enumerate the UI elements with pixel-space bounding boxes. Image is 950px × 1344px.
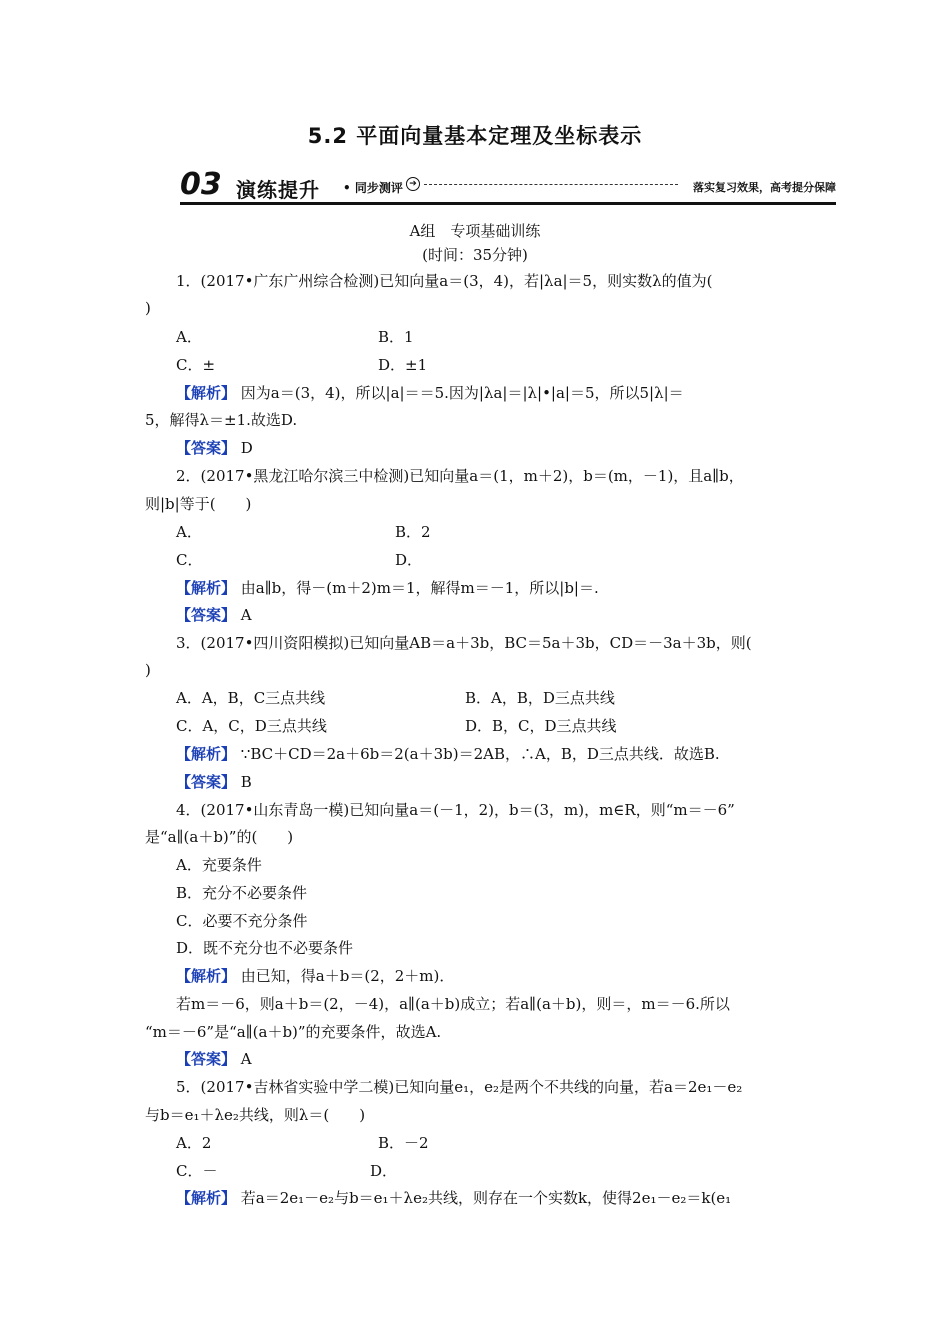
answer-tag: 【答案】: [176, 1050, 237, 1068]
question-1-option-b: B．1: [378, 328, 414, 346]
question-3-option-a: A．A，B，C三点共线: [176, 689, 326, 707]
section-heading: 演练提升: [236, 178, 320, 202]
question-1-stem: 1．(2017•广东广州综合检测)已知向量a＝(3，4)，若|λa|＝5，则实数λ的值为(: [176, 272, 713, 290]
question-1-analysis-cont: 5，解得λ＝±1.故选D.: [145, 411, 298, 429]
question-4-option-d: D．既不充分也不必要条件: [176, 939, 354, 957]
section-slogan: 落实复习效果，高考提分保障: [693, 181, 836, 194]
analysis-text: 因为a＝(3，4)，所以|a|＝＝5.因为|λa|＝|λ|•|a|＝5，所以5|λ|＝: [240, 384, 684, 402]
question-5-stem-cont: 与b＝e₁＋λe₂共线，则λ＝( ): [145, 1106, 366, 1124]
question-2-stem: 2．(2017•黑龙江哈尔滨三中检测)已知向量a＝(1，m＋2)，b＝(m，－1)，且a∥b，: [176, 467, 744, 485]
question-3-analysis: [176, 744, 720, 764]
analysis-text: 由a∥b，得－(m＋2)m＝1，解得m＝－1，所以|b|＝.: [240, 579, 599, 597]
question-3-option-d: D．B，C，D三点共线: [465, 717, 617, 735]
question-3-answer: [176, 772, 252, 792]
page-title: 5.2 平面向量基本定理及坐标表示: [307, 124, 643, 148]
section-subheading: • 同步测评: [343, 181, 403, 195]
question-2-option-c: C．: [176, 551, 203, 569]
question-5-option-c: C．－: [176, 1162, 218, 1180]
analysis-tag: 【解析】: [176, 384, 237, 402]
question-4-answer: [176, 1049, 252, 1069]
question-4-option-c: C．必要不充分条件: [176, 912, 308, 930]
question-4-stem-cont: 是“a∥(a＋b)”的( ): [145, 828, 294, 846]
banner-divider: [424, 184, 678, 185]
question-5-option-d: D．: [370, 1162, 398, 1180]
section-banner: [180, 167, 836, 204]
answer-text: A: [240, 1050, 252, 1068]
question-3-option-c: C．A，C，D三点共线: [176, 717, 327, 735]
question-4-analysis: [176, 966, 454, 986]
question-5-option-b: B．－2: [378, 1134, 429, 1152]
question-5-analysis: [176, 1188, 731, 1208]
analysis-tag: 【解析】: [176, 579, 237, 597]
circle-arrow-icon: ➔: [406, 177, 420, 191]
question-4-stem: 4．(2017•山东青岛一模)已知向量a＝(－1，2)，b＝(3，m)，m∈R，则“m＝－6”: [176, 801, 735, 819]
question-4-option-a: A．充要条件: [176, 856, 262, 874]
analysis-tag: 【解析】: [176, 745, 237, 763]
answer-text: A: [240, 606, 252, 624]
question-2-analysis: [176, 578, 599, 598]
question-2-stem-cont: 则|b|等于( ): [145, 495, 252, 513]
answer-tag: 【答案】: [176, 606, 237, 624]
question-5-option-a: A．2: [176, 1134, 212, 1152]
question-3-option-b: B．A，B，D三点共线: [465, 689, 615, 707]
question-3-stem: 3．(2017•四川资阳模拟)已知向量AB＝a＋3b，BC＝5a＋3b，CD＝－3a＋3b，则(: [176, 634, 752, 652]
analysis-text: 由已知，得a＋b＝(2，2＋m)．: [240, 967, 455, 985]
question-2-option-d: D．: [395, 551, 423, 569]
answer-text: B: [240, 773, 252, 791]
question-1-option-a: A．: [176, 328, 202, 346]
question-1-answer: [176, 438, 253, 458]
question-1-option-d: D．±1: [378, 356, 428, 374]
question-1-option-c: C．±: [176, 356, 216, 374]
group-label: A组 专项基础训练: [409, 222, 541, 240]
question-5-stem: 5．(2017•吉林省实验中学二模)已知向量e₁，e₂是两个不共线的向量，若a＝2e₁－e₂: [176, 1078, 743, 1096]
time-label: (时间：35分钟): [422, 246, 528, 264]
analysis-text: 若a＝2e₁－e₂与b＝e₁＋λe₂共线，则存在一个实数k，使得2e₁－e₂＝k(e₁: [240, 1189, 732, 1207]
question-1-analysis: [176, 383, 684, 403]
analysis-tag: 【解析】: [176, 1189, 237, 1207]
question-1-stem-cont: ): [145, 299, 151, 317]
question-4-analysis-3: “m＝－6”是“a∥(a＋b)”的充要条件，故选A.: [145, 1023, 442, 1041]
answer-tag: 【答案】: [176, 773, 237, 791]
question-3-stem-cont: ): [145, 661, 151, 679]
question-4-analysis-2: 若m＝－6，则a＋b＝(2，－4)，a∥(a＋b)成立；若a∥(a＋b)，则＝，m＝－6.所以: [176, 995, 730, 1013]
answer-text: D: [240, 439, 253, 457]
section-number: 03: [180, 167, 222, 202]
answer-tag: 【答案】: [176, 439, 237, 457]
question-2-answer: [176, 605, 252, 625]
question-4-option-b: B．充分不必要条件: [176, 884, 308, 902]
analysis-tag: 【解析】: [176, 967, 237, 985]
analysis-text: ∵BC＋CD＝2a＋6b＝2(a＋3b)＝2AB，∴A，B，D三点共线．故选B.: [240, 745, 720, 763]
banner-rule: [180, 202, 836, 205]
question-2-option-b: B．2: [395, 523, 431, 541]
question-2-option-a: A．: [176, 523, 202, 541]
